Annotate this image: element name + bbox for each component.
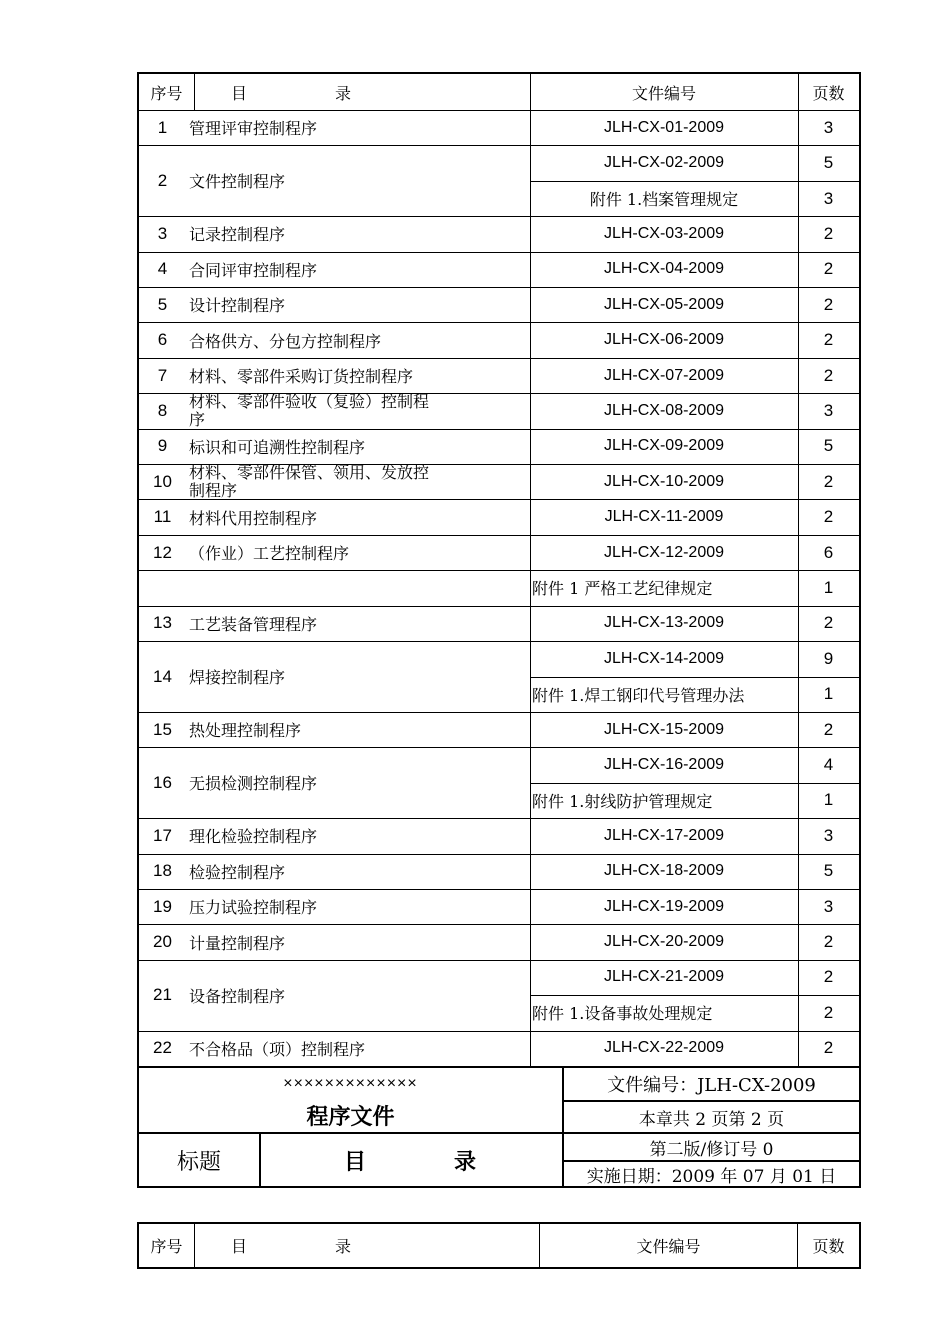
rule — [530, 570, 531, 605]
row-number: 16 — [153, 772, 172, 792]
row-number: 14 — [153, 666, 172, 686]
page-count: 3 — [823, 400, 834, 420]
attachment-label: 附件 1.焊工钢印代号管理办法 — [532, 685, 745, 705]
row-procedure-name: （作业）工艺控制程序 — [189, 544, 350, 564]
file-code: JLH-CX-21-2009 — [603, 968, 725, 986]
row-number: 19 — [153, 896, 172, 916]
file-code: JLH-CX-01-2009 — [603, 118, 725, 136]
page-count: 3 — [823, 825, 834, 845]
page-count: 3 — [823, 117, 834, 137]
row-procedure-name: 无损检测控制程序 — [189, 774, 318, 794]
row-number: 4 — [157, 259, 168, 279]
doc-type: 程序文件 — [306, 1103, 395, 1130]
row-number: 1 — [157, 117, 168, 137]
row-procedure-name: 合同评审控制程序 — [189, 260, 318, 280]
page-count: 2 — [823, 471, 834, 491]
title-mu: 目 — [343, 1148, 366, 1175]
row-procedure-name: 检验控制程序 — [189, 862, 286, 882]
company-name: ××××××××××××× — [283, 1075, 418, 1092]
file-code: JLH-CX-18-2009 — [603, 862, 725, 880]
row-procedure-name: 不合格品（项）控制程序 — [189, 1039, 366, 1059]
row-procedure-name: 计量控制程序 — [189, 933, 286, 953]
row-procedure-name: 材料代用控制程序 — [189, 508, 318, 528]
file-code: JLH-CX-15-2009 — [603, 720, 725, 738]
file-code: JLH-CX-13-2009 — [603, 614, 725, 632]
page-count: 2 — [823, 967, 834, 987]
attachment-label: 附件 1.射线防护管理规定 — [532, 791, 713, 811]
header-file-code: 文件编号 — [631, 83, 696, 103]
page-count: 2 — [823, 932, 834, 952]
page-count: 2 — [823, 1002, 834, 1022]
file-code: JLH-CX-20-2009 — [603, 933, 725, 951]
header-lu: 录 — [334, 83, 351, 103]
edition: 第二版/修订号 0 — [649, 1139, 774, 1160]
row-procedure-name: 焊接控制程序 — [189, 668, 286, 688]
page-count: 2 — [823, 365, 834, 385]
row-number: 21 — [153, 985, 172, 1005]
file-code: JLH-CX-22-2009 — [603, 1039, 725, 1057]
page-count: 2 — [823, 1038, 834, 1058]
row-procedure-name: 材料、零部件采购订货控制程序 — [189, 367, 414, 387]
row-number: 15 — [153, 719, 172, 739]
file-code: JLH-CX-02-2009 — [603, 154, 725, 172]
row-procedure-name: 文件控制程序 — [189, 172, 286, 192]
page-count: 2 — [823, 330, 834, 350]
row-number — [139, 570, 186, 605]
next-header-mu: 目 — [230, 1237, 247, 1256]
row-procedure-name: 材料、零部件验收（复验）控制程序 — [189, 391, 430, 429]
rule — [798, 74, 799, 110]
page-count: 9 — [823, 648, 834, 668]
header-mu: 目 — [230, 83, 247, 103]
row-procedure-name: 设备控制程序 — [189, 986, 286, 1006]
row-procedure-name: 记录控制程序 — [189, 225, 286, 245]
row-number: 22 — [153, 1038, 172, 1058]
page-count: 2 — [823, 719, 834, 739]
file-code: JLH-CX-06-2009 — [603, 331, 725, 349]
file-code: JLH-CX-10-2009 — [603, 472, 725, 490]
row-procedure-name: 压力试验控制程序 — [189, 898, 318, 918]
page-count: 2 — [823, 223, 834, 243]
row-number: 6 — [157, 330, 168, 350]
next-header-file-code: 文件编号 — [636, 1237, 701, 1256]
row-number: 8 — [157, 400, 168, 420]
page-count: 2 — [823, 294, 834, 314]
row-number: 5 — [157, 294, 168, 314]
page-count: 6 — [823, 542, 834, 562]
attachment-label: 附件 1.档案管理规定 — [589, 190, 739, 210]
next-header-lu: 录 — [334, 1237, 351, 1256]
row-procedure-name: 工艺装备管理程序 — [189, 614, 318, 634]
rule — [530, 74, 531, 110]
row-procedure-name: 热处理控制程序 — [189, 721, 302, 741]
header-pages: 页数 — [812, 83, 845, 103]
row-number: 9 — [157, 436, 168, 456]
row-procedure-name: 合格供方、分包方控制程序 — [189, 331, 382, 351]
page-count: 2 — [823, 507, 834, 527]
row-procedure-name: 材料、零部件保管、领用、发放控制程序 — [189, 462, 430, 500]
row-number: 3 — [157, 223, 168, 243]
file-number: 文件编号：JLH-CX-2009 — [607, 1075, 816, 1096]
file-code: JLH-CX-19-2009 — [603, 897, 725, 915]
attachment-label: 附件 1.设备事故处理规定 — [532, 1004, 713, 1024]
implementation-date: 实施日期：2009 年 07 月 01 日 — [586, 1166, 837, 1187]
title-label: 标题 — [176, 1149, 221, 1175]
file-code: JLH-CX-07-2009 — [603, 366, 725, 384]
page-count: 2 — [823, 259, 834, 279]
page-count: 5 — [823, 861, 834, 881]
row-number: 13 — [153, 613, 172, 633]
page-count: 1 — [823, 684, 834, 704]
attachment-label: 附件 1 严格工艺纪律规定 — [532, 579, 713, 599]
next-header-pages: 页数 — [812, 1237, 845, 1256]
row-procedure-name: 设计控制程序 — [189, 296, 286, 316]
row-number: 11 — [153, 507, 172, 527]
row-procedure-name — [189, 570, 524, 605]
page-count: 3 — [823, 188, 834, 208]
header-no: 序号 — [150, 83, 183, 103]
row-number: 12 — [153, 542, 172, 562]
page-count: 5 — [823, 436, 834, 456]
file-code: JLH-CX-03-2009 — [603, 224, 725, 242]
row-procedure-name: 管理评审控制程序 — [189, 119, 318, 139]
row-procedure-name: 标识和可追溯性控制程序 — [189, 437, 366, 457]
page-info: 本章共 2 页第 2 页 — [638, 1109, 785, 1130]
file-code: JLH-CX-08-2009 — [603, 401, 725, 419]
row-procedure-name: 理化检验控制程序 — [189, 827, 318, 847]
row-number: 7 — [157, 365, 168, 385]
page-count: 3 — [823, 896, 834, 916]
row-number: 17 — [153, 825, 172, 845]
row-number: 2 — [157, 170, 168, 190]
file-code: JLH-CX-14-2009 — [603, 649, 725, 667]
page-count: 5 — [823, 153, 834, 173]
row-number: 18 — [153, 861, 172, 881]
file-code: JLH-CX-11-2009 — [604, 508, 724, 526]
file-code: JLH-CX-04-2009 — [603, 260, 725, 278]
page-count: 1 — [823, 577, 834, 597]
file-code: JLH-CX-09-2009 — [603, 437, 725, 455]
row-number: 10 — [153, 471, 172, 491]
title-lu: 录 — [453, 1148, 476, 1175]
file-code: JLH-CX-17-2009 — [603, 826, 725, 844]
page-count: 1 — [823, 790, 834, 810]
page-count: 2 — [823, 613, 834, 633]
page-count: 4 — [823, 755, 834, 775]
rule — [194, 74, 195, 110]
row-number: 20 — [153, 932, 172, 952]
file-code: JLH-CX-16-2009 — [603, 756, 725, 774]
file-code: JLH-CX-12-2009 — [603, 543, 725, 561]
file-code: JLH-CX-05-2009 — [603, 295, 725, 313]
next-header-no: 序号 — [150, 1237, 183, 1256]
